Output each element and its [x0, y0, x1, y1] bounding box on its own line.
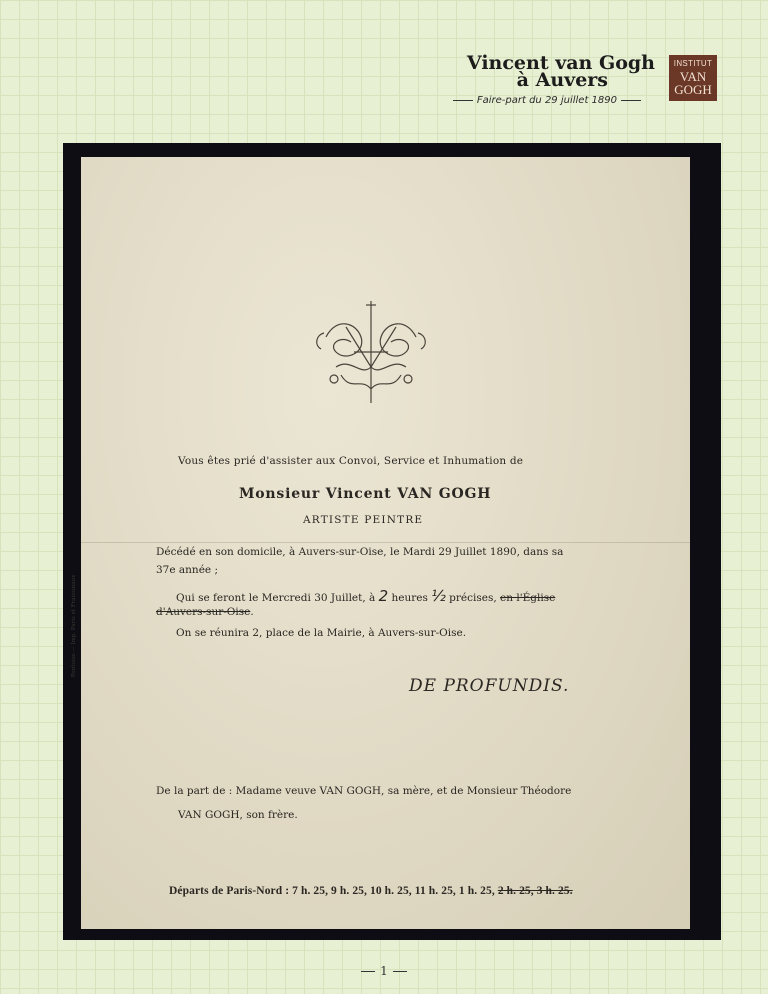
funeral-precise: précises,	[449, 592, 497, 604]
logo-line2: VAN	[679, 69, 707, 84]
deceased-profession: ARTISTE PEINTRE	[303, 514, 424, 526]
page-number-text: 1	[380, 964, 388, 978]
funeral-struck-church: en l'Église	[500, 592, 556, 604]
monogram-emblem	[306, 297, 436, 407]
family-line2: VAN GOGH, son frère.	[178, 809, 298, 821]
printer-imprint: Pontoise.— Imp. Paris et Fraissinaux	[71, 574, 78, 678]
document-frame	[63, 143, 721, 940]
deceased-details-line1: Décédé en son domicile, à Auvers-sur-Oise, le Mardi 29 Juillet 1890, dans sa	[156, 546, 564, 558]
funeral-half-handwritten: ½	[431, 587, 446, 605]
funeral-struck-location: d'Auvers-sur-Oise.	[156, 606, 254, 618]
funeral-struck-town: d'Auvers-sur-Oise	[156, 606, 251, 618]
header-subtitle	[449, 95, 645, 106]
departures-text: Départs de Paris-Nord : 7 h. 25, 9 h. 25, 10 h. 25, 11 h. 25, 1 h. 25,	[169, 885, 495, 897]
header-title-line1: Vincent van Gogh	[466, 52, 655, 74]
deceased-name: Monsieur Vincent VAN GOGH	[239, 486, 492, 502]
institut-van-gogh-logo	[669, 55, 717, 101]
reunion-text: On se réunira 2, place de la Mairie, à Auvers-sur-Oise.	[176, 627, 467, 639]
header-title-line2: à Auvers	[516, 69, 608, 91]
departures-struck: 2 h. 25, 3 h. 25.	[497, 885, 573, 897]
page-number	[0, 964, 768, 978]
deceased-details-line2: 37e année ;	[156, 564, 219, 576]
logo-line3: GOGH	[674, 82, 712, 97]
family-line1: De la part de : Madame veuve VAN GOGH, sa mère, et de Monsieur Théodore	[156, 785, 572, 797]
invitation-text: Vous êtes prié d'assister aux Convoi, Service et Inhumation de	[178, 455, 524, 467]
funeral-hours-word: heures	[391, 592, 428, 604]
funeral-notice-paper	[81, 157, 690, 929]
train-departures	[169, 885, 573, 897]
funeral-time-line	[176, 587, 555, 605]
paper-fold-line	[81, 542, 690, 543]
logo-line1: INSTITUT	[673, 59, 713, 68]
funeral-hour-handwritten: 2	[378, 587, 389, 605]
header-subtitle-text: Faire-part du 29 juillet 1890	[476, 95, 617, 106]
de-profundis: DE PROFUNDIS.	[409, 676, 570, 696]
funeral-prefix: Qui se feront le Mercredi 30 Juillet, à	[176, 592, 376, 604]
